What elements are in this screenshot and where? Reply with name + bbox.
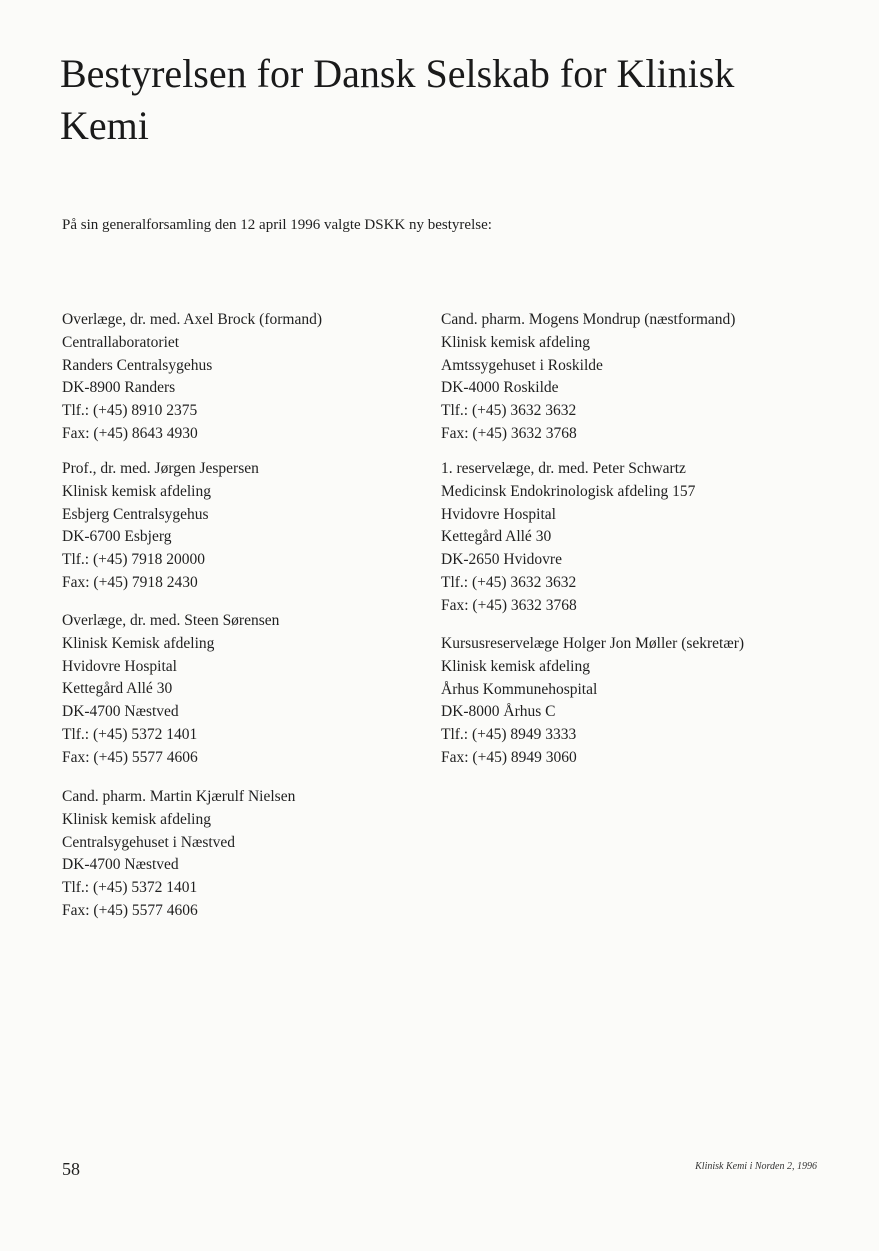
board-member-brock (62, 309, 322, 446)
member-fax-line: Fax: (+45) 3632 3768 (441, 424, 577, 442)
member-address-line: DK-4700 Næstved (62, 856, 179, 874)
member-address-line: Hvidovre Hospital (62, 657, 177, 675)
member-address-line: DK-8900 Randers (62, 379, 176, 397)
member-address-line: Randers Centralsygehus (62, 356, 213, 374)
member-fax-line: Fax: (+45) 5577 4606 (62, 748, 198, 766)
board-member-mondrup (441, 309, 735, 446)
member-phone-line: Tlf.: (+45) 3632 3632 (441, 402, 577, 420)
member-address-line: Klinisk kemisk afdeling (441, 333, 590, 351)
member-fax-line: Fax: (+45) 3632 3768 (441, 596, 577, 614)
member-address-line: Kettegård Allé 30 (62, 680, 173, 698)
member-address-line: Hvidovre Hospital (441, 505, 556, 523)
board-member-moller (441, 633, 744, 770)
member-address-line: DK-2650 Hvidovre (441, 551, 562, 569)
member-name-line: 1. reservelæge, dr. med. Peter Schwartz (441, 460, 686, 477)
member-address-line: Amtssygehuset i Roskilde (441, 356, 603, 374)
page-number: 58 (62, 1159, 80, 1179)
member-address-line: DK-6700 Esbjerg (62, 528, 172, 546)
member-phone-line: Tlf.: (+45) 8910 2375 (62, 402, 198, 420)
member-address-line: Klinisk kemisk afdeling (62, 482, 211, 500)
member-address-line: Klinisk Kemisk afdeling (62, 634, 215, 652)
member-phone-line: Tlf.: (+45) 5372 1401 (62, 725, 198, 743)
member-name-line: Cand. pharm. Martin Kjærulf Nielsen (62, 788, 296, 805)
member-fax-line: Fax: (+45) 8949 3060 (441, 748, 577, 766)
member-address-line: Centralsygehuset i Næstved (62, 833, 236, 851)
board-member-schwartz (441, 458, 695, 618)
member-address-line: Kettegård Allé 30 (441, 528, 552, 546)
member-fax-line: Fax: (+45) 5577 4606 (62, 901, 198, 919)
member-address-line: Esbjerg Centralsygehus (62, 505, 209, 523)
member-name-line: Kursusreservelæge Holger Jon Møller (sekretær) (441, 635, 745, 652)
member-fax-line: Fax: (+45) 7918 2430 (62, 573, 198, 591)
member-name-line: Prof., dr. med. Jørgen Jespersen (62, 460, 259, 477)
board-member-nielsen (62, 786, 295, 923)
member-phone-line: Tlf.: (+45) 5372 1401 (62, 879, 198, 897)
member-fax-line: Fax: (+45) 8643 4930 (62, 424, 198, 442)
member-address-line: DK-4700 Næstved (62, 703, 179, 721)
board-member-sorensen (62, 610, 279, 770)
member-address-line: Klinisk kemisk afdeling (62, 810, 211, 828)
member-address-line: Centrallaboratoriet (62, 333, 180, 351)
member-phone-line: Tlf.: (+45) 7918 20000 (62, 551, 206, 569)
journal-footer: Klinisk Kemi i Norden 2, 1996 (695, 1161, 817, 1172)
page-title: Bestyrelsen for Dansk Selskab for Klinisk Kemi (60, 51, 735, 148)
member-phone-line: Tlf.: (+45) 8949 3333 (441, 726, 577, 744)
intro-text: På sin generalforsamling den 12 april 1996 valgte DSKK ny bestyrelse: (62, 217, 492, 233)
member-address-line: DK-8000 Århus C (441, 703, 556, 721)
member-phone-line: Tlf.: (+45) 3632 3632 (441, 573, 577, 591)
member-name-line: Cand. pharm. Mogens Mondrup (næstformand) (441, 311, 736, 328)
member-address-line: Århus Kommunehospital (441, 680, 598, 698)
member-address-line: Klinisk kemisk afdeling (441, 657, 590, 675)
member-name-line: Overlæge, dr. med. Axel Brock (formand) (62, 311, 322, 328)
member-address-line: Medicinsk Endokrinologisk afdeling 157 (441, 482, 696, 500)
board-member-jespersen (62, 458, 259, 595)
member-address-line: DK-4000 Roskilde (441, 379, 559, 397)
member-name-line: Overlæge, dr. med. Steen Sørensen (62, 612, 280, 629)
